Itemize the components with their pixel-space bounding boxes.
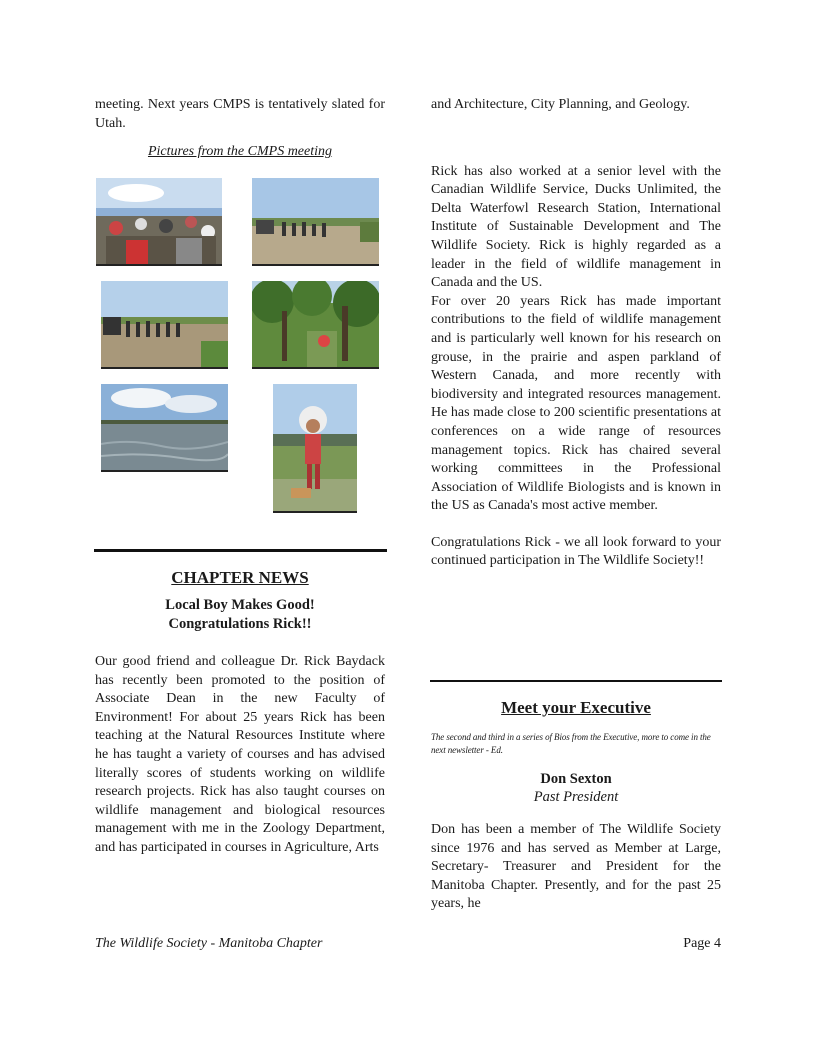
page-number: Page 4 (683, 936, 721, 951)
article-subheading-1: Local Boy Makes Good! (165, 597, 315, 613)
bio-title: Past President (533, 789, 619, 805)
photo-group-seated (96, 178, 222, 266)
intro-paragraph: meeting. Next years CMPS is tentatively slated for Utah. (95, 97, 385, 131)
right-column (431, 96, 721, 571)
article-paragraph: Our good friend and colleague Dr. Rick Baydack has recently been promoted to the position of Associate Dean in the new Faculty of Environment! For about 25 years Rick has been teaching at the Natural Resources Institute where he has taught a variety of courses and has advised literally scores of students working on wildlife research projects. Rick has also taught courses on wildlife management and biological resources management with me in the Zoology Department, and has participated in courses in Agriculture, Arts (95, 654, 385, 855)
bio-paragraph: Don has been a member of The Wildlife Society since 1976 and has served as Member at Large, Secretary- Treasurer and President for the Manitoba Chapter. Presently, and for the past 25 years, he (431, 822, 721, 912)
right-paragraph-1: and Architecture, City Planning, and Geology. (431, 97, 690, 112)
photo-headdress-person (273, 384, 357, 513)
bio-name: Don Sexton (540, 771, 612, 787)
footer-publication: The Wildlife Society - Manitoba Chapter (95, 936, 323, 951)
left-column (95, 96, 385, 160)
article-subheading-2: Congratulations Rick!! (168, 616, 312, 632)
bio-body (431, 821, 721, 914)
right-paragraph-3: For over 20 years Rick has made important contributions to the field of wildlife management and is particularly well known for his research on grouse, in the prairie and aspen parkland of Western Canada, and more recently with biodiversity and integrated resources management. He has made close to 200 scientific presentations at conferences on a wide range of resources management topics. Rick has chaired several working committees in the Professional Association of Wildlife Biologists and is known in the US as Canada's most active member. (431, 293, 721, 514)
photo-caption: Pictures from the CMPS meeting (147, 144, 333, 160)
right-paragraph-4: Congratulations Rick - we all look forward to your continued participation in The Wildlife Society!! (431, 534, 721, 569)
section-divider (94, 549, 387, 552)
meet-executive-heading: Meet your Executive (501, 698, 651, 717)
photo-tree-path (252, 281, 379, 369)
exec-divider (430, 680, 722, 682)
photo-group-road (252, 178, 379, 266)
photo-flooded-water (101, 384, 228, 472)
chapter-news-heading: CHAPTER NEWS (171, 568, 309, 587)
editor-note: The second and third in a series of Bios from the Executive, more to come in the next newsletter - Ed. (431, 732, 711, 755)
article-body (95, 653, 385, 858)
photo-group-walking (101, 281, 228, 369)
right-paragraph-2: Rick has also worked at a senior level with the Canadian Wildlife Service, Ducks Unlimited, the Delta Waterfowl Research Station, International Institute of Sustainable Development and The Wildlife Society. Rick is highly regarded as a leader in the field of wildlife management in Canada and the US. (431, 163, 721, 291)
